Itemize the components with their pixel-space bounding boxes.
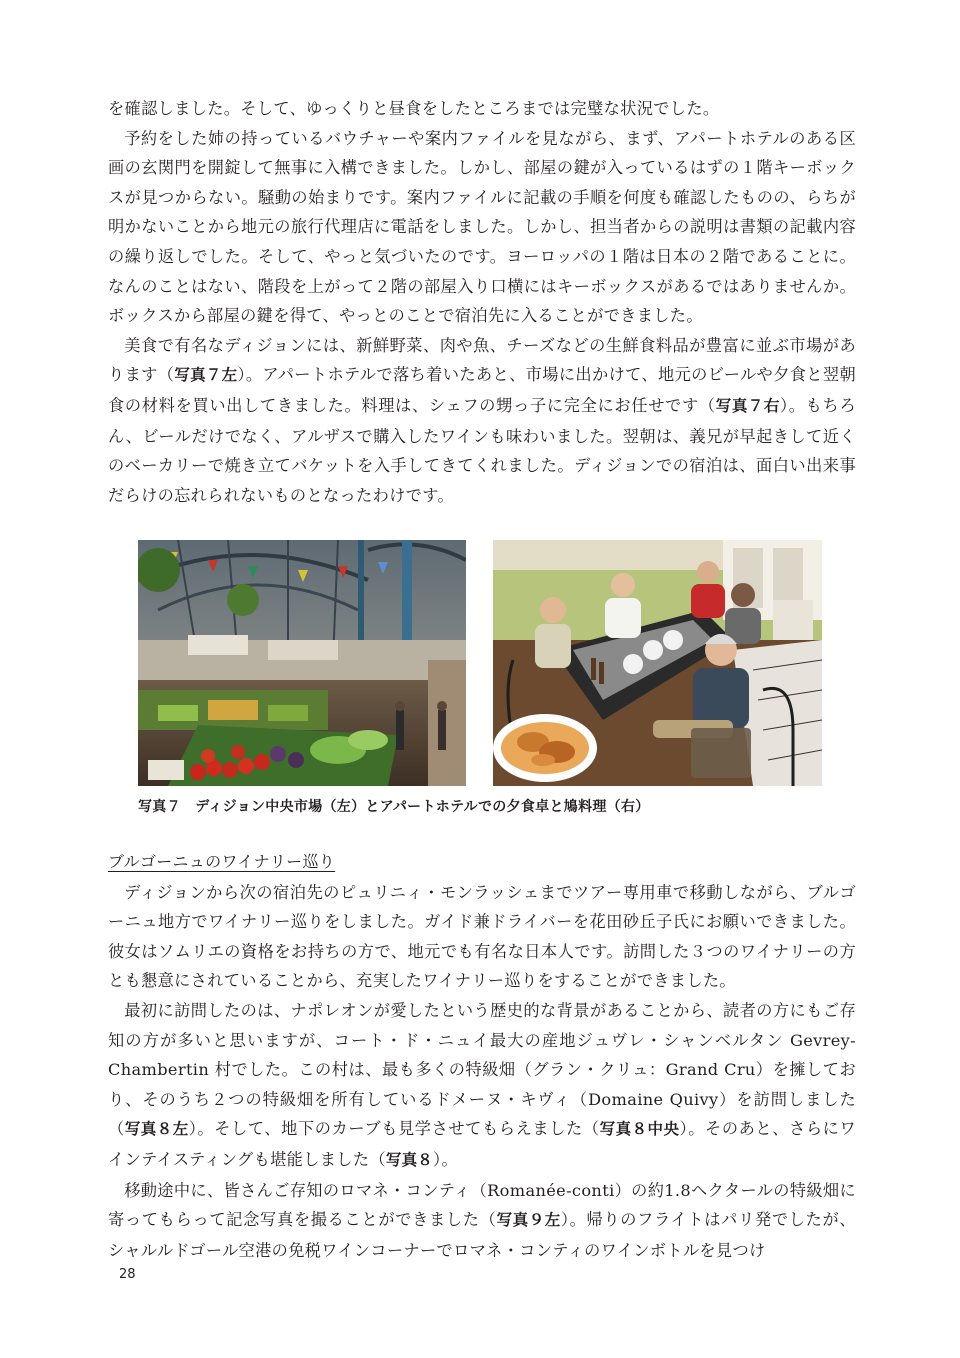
text-run: ）。帰りのフライトはパリ発でしたが、シャルルドゴール空港の免税ワインコーナーでロマネ・コンティのワインボトルを見つけ: [108, 1210, 856, 1260]
text-run: ）。そのあと、さらにワインテイスティングも堪能しました（: [108, 1119, 857, 1169]
photo-reference: 写真７左: [174, 366, 238, 385]
paragraph: [108, 1176, 856, 1266]
section-heading: ブルゴーニュのワイナリー巡り: [108, 852, 336, 871]
photo-caption: 写真７ ディジョン中央市場（左）とアパートホテルでの夕食卓と鳩料理（右）: [138, 799, 650, 815]
text-run: 美食で有名なディジョンには、新鮮野菜、肉や魚、チーズなどの生鮮食料品が豊富に並ぶ市場があります（: [108, 335, 856, 385]
body-text-lower: [108, 848, 856, 1265]
photo-reference: 写真８中央: [599, 1120, 680, 1139]
paragraph: [108, 996, 856, 1176]
photo-reference: 写真８: [385, 1150, 434, 1169]
photo-reference: 写真８左: [124, 1120, 189, 1139]
body-text-upper: [108, 94, 856, 510]
dinner-photo: [493, 540, 822, 786]
paragraph: 予約をした姉の持っているバウチャーや案内ファイルを見ながら、まず、アパートホテルのある区画の玄関門を開錠して無事に入構できました。しかし、部屋の鍵が入っているはずの１階キーボックスが見つからない。騒動の始まりです。案内ファイルに記載の手順を何度も確認したものの、らちが明かないことから地元の旅行代理店に電話をしました。しかし、担当者からの説明は書類の記載内容の繰り返しでした。そして、やっと気づいたのです。ヨーロッパの１階は日本の２階であることに。なんのことはない、階段を上がって２階の部屋入り口横にはキーボックスがあるではありませんか。ボックスから部屋の鍵を得て、やっとのことで宿泊先に入ることができました。: [108, 128, 856, 326]
paragraph: を確認しました。そして、ゆっくりと昼食をしたところまでは完璧な状況でした。: [108, 99, 720, 118]
paragraph: ディジョンから次の宿泊先のピュリニィ・モンラッシェまでツアー専用車で移動しながら、ブルゴーニュ地方でワイナリー巡りをしました。ガイド兼ドライバーを花田砂丘子氏にお願いできました。彼女はソムリエの資格をお持ちの方で、地元でも有名な日本人です。訪問した３つのワイナリーの方とも懇意にされていることから、充実したワイナリー巡りをすることができました。: [108, 882, 856, 991]
text-run: 最初に訪問したのは、ナポレオンが愛したという歴史的な背景があることから、読者の方にもご存知の方が多いと思いますが、コート・ド・ニュイ最大の産地ジュヴレ・シャンベルタン Gevrey-Chambertin 村でした。この村は、最も多くの特級畑（グラン・クリュ：Grand Cru）を擁しており、そのうち２つの特級畑を所有しているドメーヌ・キヴィ（Domaine Quivy）を訪問しました（: [108, 1000, 856, 1139]
text-run: ）。アパートホテルで落ち着いたあと、市場に出かけて、地元のビールや夕食と翌朝食の材料を買い出してきました。料理は、シェフの甥っ子に完全にお任せです（: [108, 365, 856, 415]
text-run: ）。: [433, 1149, 458, 1169]
photo-reference: 写真７右: [715, 396, 780, 415]
text-run: ）。そして、地下のカーブも見学させてもらえました（: [188, 1119, 600, 1139]
market-photo: [138, 540, 466, 786]
page-number: 28: [119, 1267, 136, 1282]
photo-reference: 写真９左: [496, 1211, 561, 1230]
text-run: 移動途中に、皆さんご存知のロマネ・コンティ（Romanée-conti）の約1.8ヘクタールの特級畑に寄ってもらって記念写真を撮ることができました（: [108, 1180, 856, 1230]
paragraph: [108, 331, 856, 511]
text-run: ）。もちろん、ビールだけでなく、アルザスで購入したワインも味わいました。翌朝は、義兄が早起きして近くのベーカリーで焼き立てバケットを入手してきてくれました。ディジョンでの宿泊は、面白い出来事だらけの忘れられないものとなったわけです。: [108, 395, 856, 505]
